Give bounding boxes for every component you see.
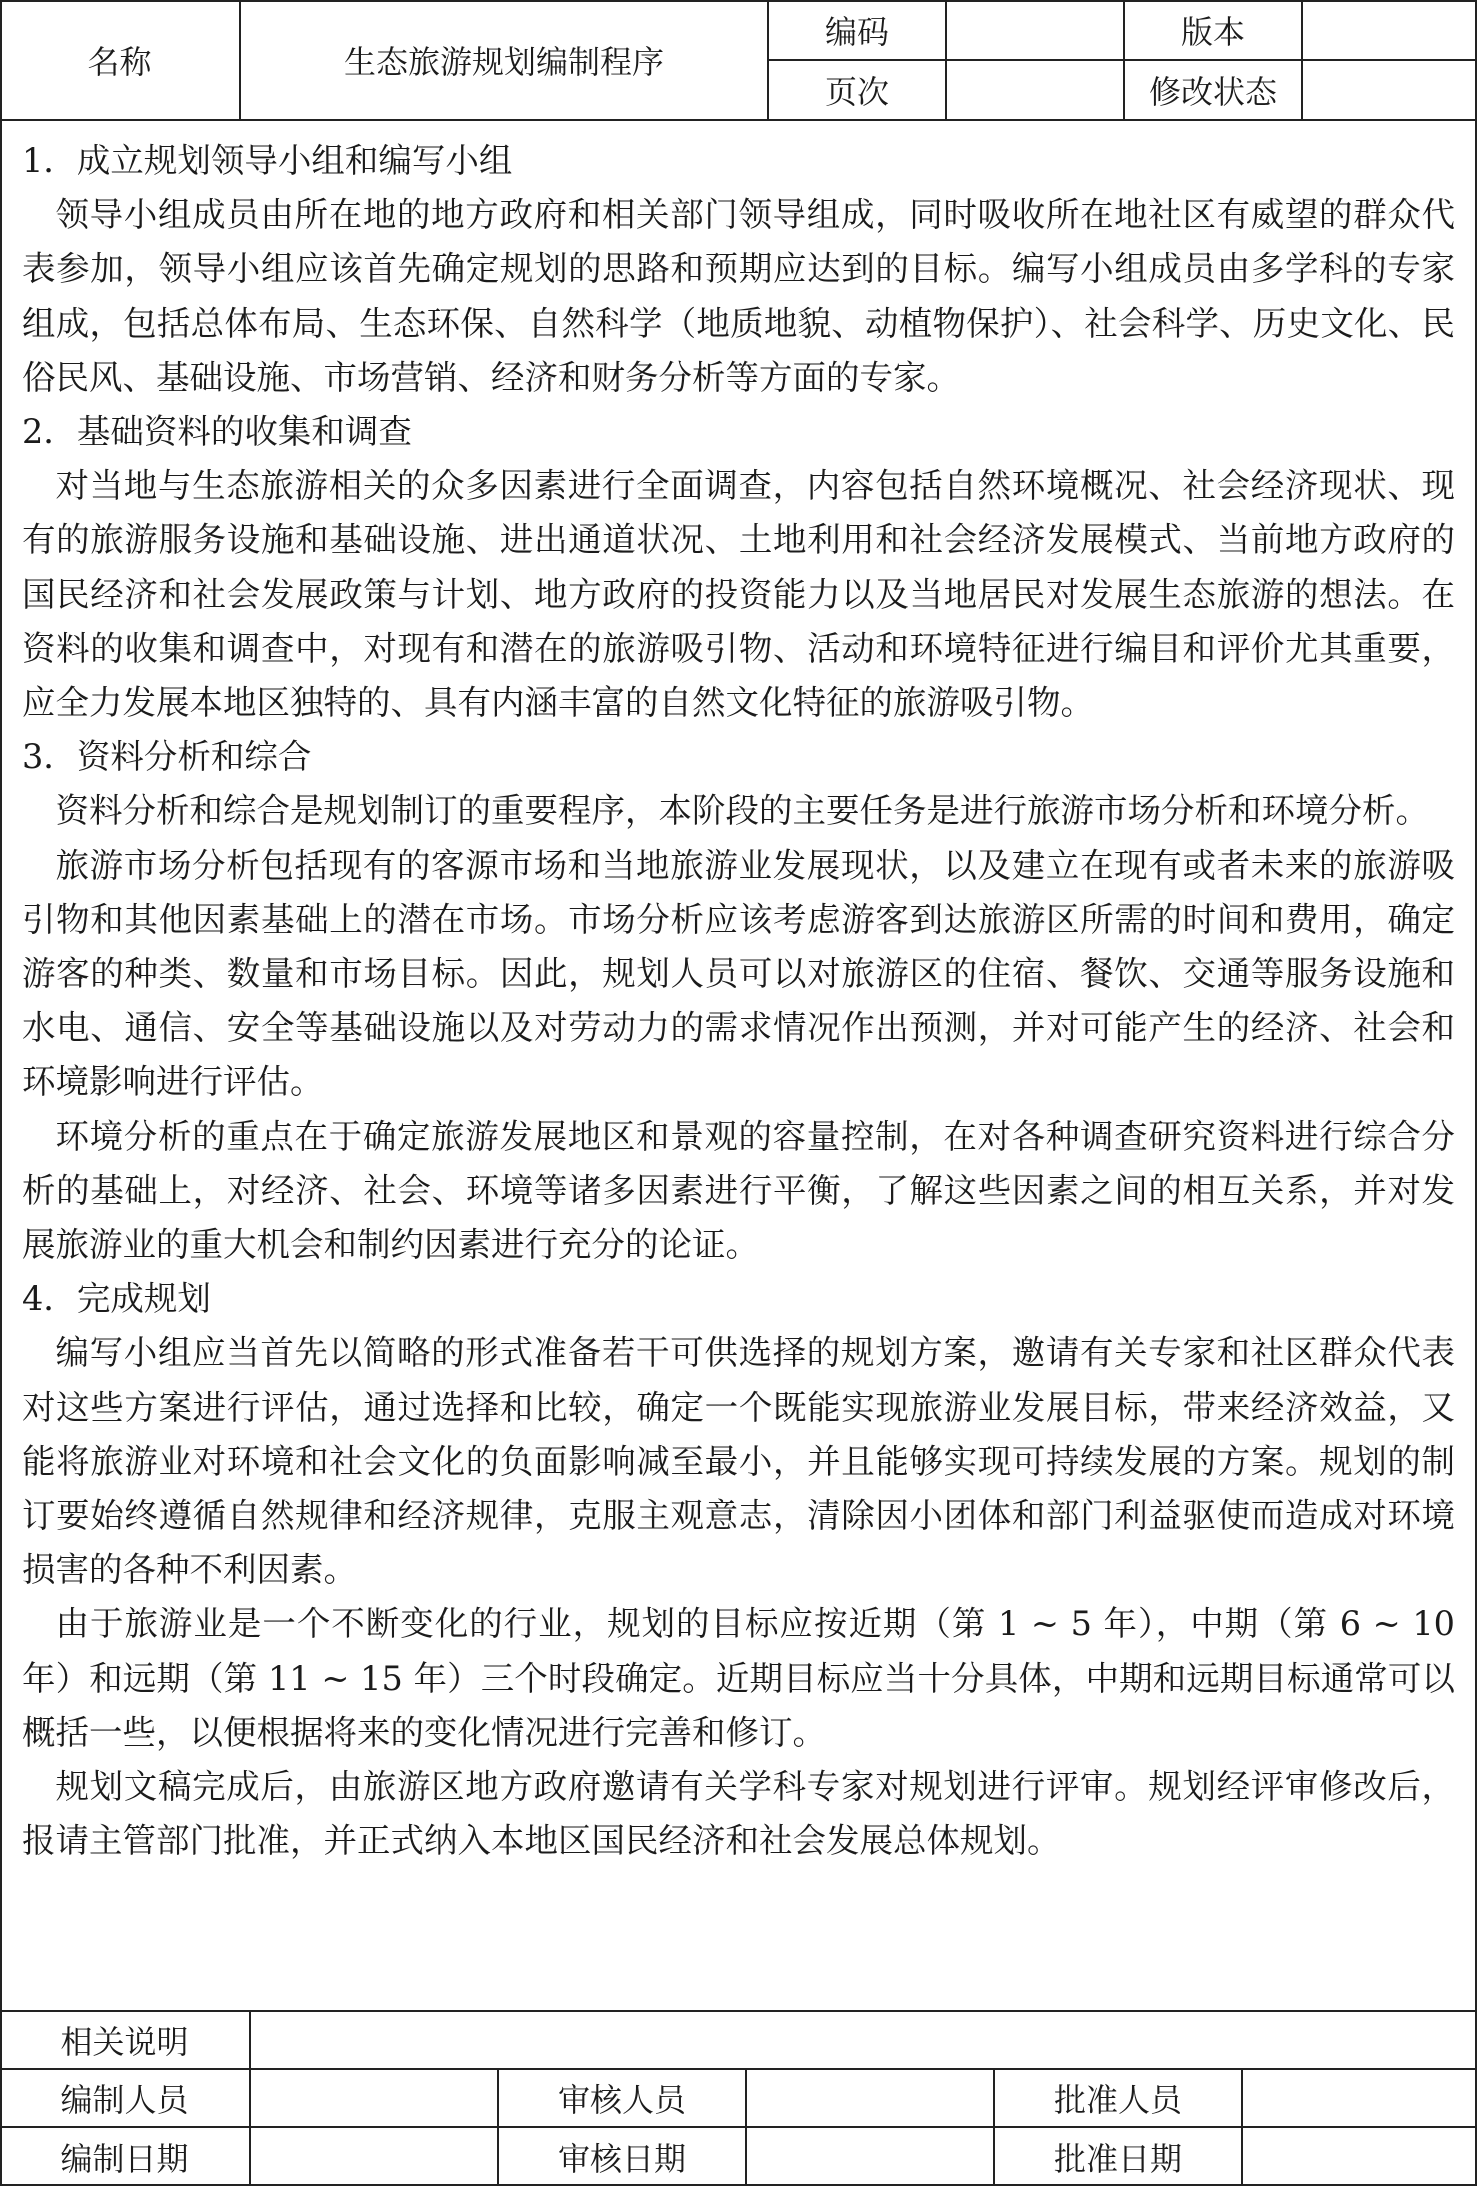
compile-date-value xyxy=(250,2127,498,2185)
section-2 xyxy=(22,405,1455,730)
review-date-label: 审核日期 xyxy=(498,2127,746,2185)
paragraph: 规划文稿完成后，由旅游区地方政府邀请有关学科专家对规划进行评审。规划经评审修改后，报请主管部门批准，并正式纳入本地区国民经济和社会发展总体规划。 xyxy=(22,1767,1455,1861)
paragraph: 旅游市场分析包括现有的客源市场和当地旅游业发展现状，以及建立在现有或者未来的旅游吸引物和其他因素基础上的潜在市场。市场分析应该考虑游客到达旅游区所需的时间和费用，确定游客的种类、数量和市场目标。因此，规划人员可以对旅游区的住宿、餐饮、交通等服务设施和水电、通信、安全等基础设施以及对劳动力的需求情况作出预测，并对可能产生的经济、社会和环境影响进行评估。 xyxy=(22,845,1455,1102)
paragraph: 对当地与生态旅游相关的众多因素进行全面调查，内容包括自然环境概况、社会经济现状、现有的旅游服务设施和基础设施、进出通道状况、土地利用和社会经济发展模式、当前地方政府的国民经济和社会发展政策与计划、地方政府的投资能力以及当地居民对发展生态旅游的想法。在资料的收集和调查中，对现有和潜在的旅游吸引物、活动和环境特征进行编目和评价尤其重要，应全力发展本地区独特的、具有内涵丰富的自然文化特征的旅游吸引物。 xyxy=(22,466,1455,723)
approve-date-value xyxy=(1242,2127,1477,2185)
review-date-value xyxy=(746,2127,994,2185)
version-value xyxy=(1302,0,1477,60)
section-3 xyxy=(22,730,1455,1272)
name-label: 名称 xyxy=(0,0,240,120)
reviewer-value xyxy=(746,2069,994,2127)
reviewer-label: 审核人员 xyxy=(498,2069,746,2127)
section-heading: 4．完成规划 xyxy=(22,1279,211,1319)
compiler-label: 编制人员 xyxy=(0,2069,250,2127)
revision-value xyxy=(1302,60,1477,120)
section-1 xyxy=(22,134,1455,405)
notes-label: 相关说明 xyxy=(0,2011,250,2069)
revision-label: 修改状态 xyxy=(1124,60,1302,120)
paragraph: 资料分析和综合是规划制订的重要程序，本阶段的主要任务是进行旅游市场分析和环境分析。 xyxy=(55,791,1429,831)
notes-value xyxy=(250,2011,1477,2069)
section-heading: 3．资料分析和综合 xyxy=(22,737,312,777)
paragraph: 编写小组应当首先以简略的形式准备若干可供选择的规划方案，邀请有关专家和社区群众代表对这些方案进行评估，通过选择和比较，确定一个既能实现旅游业发展目标，带来经济效益，又能将旅游业对环境和社会文化的负面影响减至最小，并且能够实现可持续发展的方案。规划的制订要始终遵循自然规律和经济规律，克服主观意志，清除因小团体和部门利益驱使而造成对环境损害的各种不利因素。 xyxy=(22,1333,1455,1590)
page-label: 页次 xyxy=(768,60,946,120)
section-heading: 2．基础资料的收集和调查 xyxy=(22,412,412,452)
document-title: 生态旅游规划编制程序 xyxy=(240,0,768,120)
code-value xyxy=(946,0,1124,60)
compiler-value xyxy=(250,2069,498,2127)
version-label: 版本 xyxy=(1124,0,1302,60)
approve-date-label: 批准日期 xyxy=(994,2127,1242,2185)
header-table xyxy=(0,0,1477,121)
approver-value xyxy=(1242,2069,1477,2127)
document-body xyxy=(0,120,1477,2010)
section-heading: 1．成立规划领导小组和编写小组 xyxy=(22,141,513,180)
approver-label: 批准人员 xyxy=(994,2069,1242,2127)
compile-date-label: 编制日期 xyxy=(0,2127,250,2185)
paragraph: 由于旅游业是一个不断变化的行业，规划的目标应按近期（第 1 ~ 5 年），中期（第 6 ~ 10 年）和远期（第 11 ~ 15 年）三个时段确定。近期目标应当十分具体，中期和远期目标通常可以概括一些，以便根据将来的变化情况进行完善和修订。 xyxy=(22,1604,1455,1752)
paragraph: 领导小组成员由所在地的地方政府和相关部门领导组成，同时吸收所在地社区有威望的群众代表参加，领导小组应该首先确定规划的思路和预期应达到的目标。编写小组成员由多学科的专家组成，包括总体布局、生态环保、自然科学（地质地貌、动植物保护）、社会科学、历史文化、民俗民风、基础设施、市场营销、经济和财务分析等方面的专家。 xyxy=(22,195,1455,397)
footer-table xyxy=(0,2010,1477,2185)
paragraph: 环境分析的重点在于确定旅游发展地区和景观的容量控制，在对各种调查研究资料进行综合分析的基础上，对经济、社会、环境等诸多因素进行平衡，了解这些因素之间的相互关系，并对发展旅游业的重大机会和制约因素进行充分的论证。 xyxy=(22,1116,1455,1265)
page-value xyxy=(946,60,1124,120)
code-label: 编码 xyxy=(768,0,946,60)
section-4 xyxy=(22,1272,1455,1868)
